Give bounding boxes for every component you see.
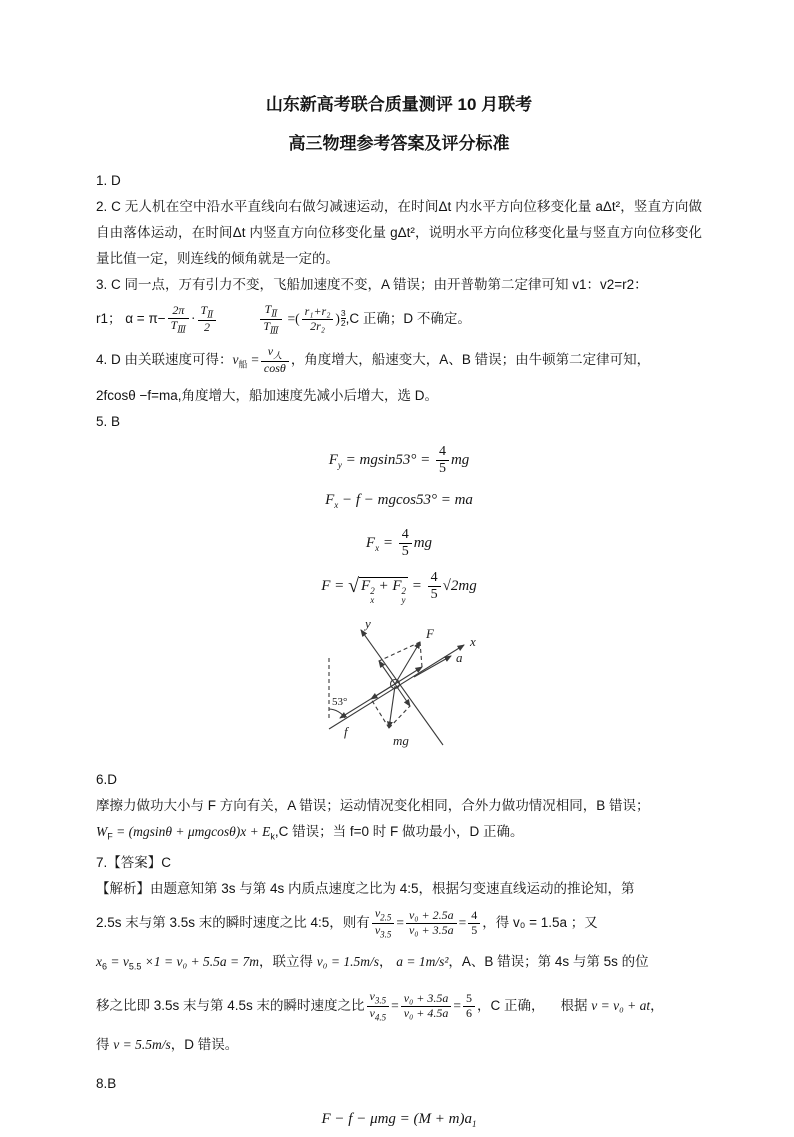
answer-7-analysis-line2: 2.5s 末与第 3.5s 末的瞬时速度之比 4:5，则有 $\frac{v_{2.5}}{v_{3.5}}$ = $\frac{\text{v₀ + 2.5a}}{\text{v₀ + 3.5a}}$ = $\frac{4}{5}$ ，得 v₀ = 1.5a ；又 bbox=[96, 905, 598, 939]
fraction: $\frac{\text{v₀ + 3.5a}}{\text{v₀ + 4.5a}}$ bbox=[401, 992, 452, 1021]
answer-7: 7.【答案】C bbox=[96, 854, 172, 870]
accel-a-label: a bbox=[456, 650, 463, 666]
force-diagram bbox=[96, 614, 702, 761]
fraction: $\frac{T_Ⅱ}{T_Ⅲ}$ bbox=[260, 303, 281, 335]
answer-8: 8.B bbox=[96, 1076, 117, 1092]
answer-3-line1: 3. C 同一点，万有引力不变，飞船加速度不变，A 错误；由开普勒第二定律可知 v1：v2=r2： bbox=[96, 277, 648, 292]
friction-f-label: f bbox=[344, 724, 348, 740]
equation-8: $F - f - \mu mg = (M + m)a_1$ bbox=[321, 1111, 477, 1130]
exponent-fraction: $\frac{3}{2}$ bbox=[340, 307, 346, 328]
answer-6-line1: 摩擦力做功大小与 F 方向有关，A 错误；运动情况变化相同，合外力做功情况相同，B 错误； bbox=[96, 798, 650, 814]
answer-1: 1. D bbox=[96, 173, 121, 188]
square-root: √ F 2 x + F 2 y bbox=[348, 575, 407, 606]
force-diagram-svg bbox=[304, 614, 494, 752]
equation-Fy: $F_y = mgsin53^\circ$ = $\frac{4}{5}$ mg bbox=[328, 443, 470, 477]
answer-4-line1: 4. D 由关联速度可得：$v_船$ = $\frac{v_人}{\cos\theta}$ ，角度增大，船速变大，A、B 错误；由牛顿第二定律可知， bbox=[96, 344, 651, 376]
answer-6-line2: $W_F = (mgsin\theta + \mu mgcos\theta)x + E_k,C$ 错误；当 f=0 时 F 做功最小，D 正确。 bbox=[96, 824, 524, 842]
equation-F-resultant: F = √ F 2 x + F 2 y = $\frac{4}{5}$ √2mg bbox=[321, 570, 477, 606]
fraction: $\frac{v_{2.5}}{v_{3.5}}$ bbox=[372, 907, 395, 939]
answer-7-analysis-line3: $x_6 = v_{5.5} \times 1 = v_0 + 5.5a = 7m$，联立得 v₀ = 1.5m/s， a = 1m/s²，A、B 错误；第 4s 与第 5s 的位 bbox=[96, 954, 649, 972]
force-F-label: F bbox=[426, 626, 434, 642]
answer-3-formula: r1； α = π− $\frac{2\pi}{T_Ⅲ}$ · $\frac{T_Ⅱ}{2}$ $\frac{T_Ⅱ}{T_Ⅲ}$ =( $\frac{\text{r₁+r₂}}{\text{2r₂}}$ ) $\frac{3}{2}$ ,C 正确；D 不确定。 bbox=[96, 302, 471, 336]
axis-y-label: y bbox=[365, 616, 371, 632]
fraction: $\frac{4}{5}$ bbox=[468, 909, 480, 938]
fraction: $\frac{5}{6}$ bbox=[463, 992, 475, 1021]
answer-7-analysis-line5: 得 v = 5.5m/s，D 错误。 bbox=[96, 1037, 239, 1053]
answer-4-line2: 2fcosθ −f=ma,角度增大，船加速度先减小后增大，选 D。 bbox=[96, 387, 439, 403]
fraction: $\frac{v_{3.5}}{v_{4.5}}$ bbox=[367, 990, 390, 1022]
answer-6: 6.D bbox=[96, 772, 118, 788]
doc-subtitle: 高三物理参考答案及评分标准 bbox=[288, 134, 510, 153]
angle-label: 53° bbox=[332, 696, 348, 709]
equation-Fx: $F_x$ = $\frac{4}{5}$ mg bbox=[365, 527, 433, 560]
equation-Fx-f: $F_x - f - mgcos53^\circ$ = ma bbox=[325, 492, 473, 511]
answer-7-analysis-line4: 移之比即 3.5s 末与第 4.5s 末的瞬时速度之比 $\frac{v_{3.5}}{v_{4.5}}$ = $\frac{\text{v₀ + 3.5a}}{\text{v₀ + 4.5a}}$ = $\frac{5}{6}$ ，C 正确， 根据 v = v₀ + at， bbox=[96, 988, 664, 1023]
fraction: $\frac{4}{5}$ bbox=[436, 444, 449, 477]
answer-7-analysis-line1: 【解析】由题意知第 3s 与第 4s 内质点速度之比为 4:5，根据匀变速直线运动的推论知，第 bbox=[96, 880, 635, 896]
doc-title: 山东新高考联合质量测评 10 月联考 bbox=[265, 95, 533, 114]
axis-x-label: x bbox=[470, 634, 476, 650]
weight-mg-label: mg bbox=[393, 733, 409, 749]
fraction: $\frac{T_Ⅱ}{2}$ bbox=[198, 304, 217, 335]
fraction: $\frac{\text{v₀ + 2.5a}}{\text{v₀ + 3.5a}}$ bbox=[406, 909, 457, 938]
answer-5: 5. B bbox=[96, 413, 121, 429]
fraction: $\frac{v_人}{\cos\theta}$ bbox=[261, 345, 289, 376]
fraction: $\frac{4}{5}$ bbox=[399, 527, 412, 560]
fraction: $\frac{2\pi}{T_Ⅲ}$ bbox=[168, 304, 189, 335]
fraction: $\frac{\text{r₁+r₂}}{\text{2r₂}}$ bbox=[302, 305, 334, 334]
answer-2: 2. C 无人机在空中沿水平直线向右做匀减速运动，在时间Δt 内水平方向位移变化量 aΔt²，竖直方向做自由落体运动，在时间Δt 内竖直方向位移变化量 gΔt²，说明水平方向位移变化量与竖直方向位移变化量比值一定，则连线的倾角就是一定的。 bbox=[96, 199, 702, 266]
fraction: $\frac{4}{5}$ bbox=[428, 570, 441, 603]
